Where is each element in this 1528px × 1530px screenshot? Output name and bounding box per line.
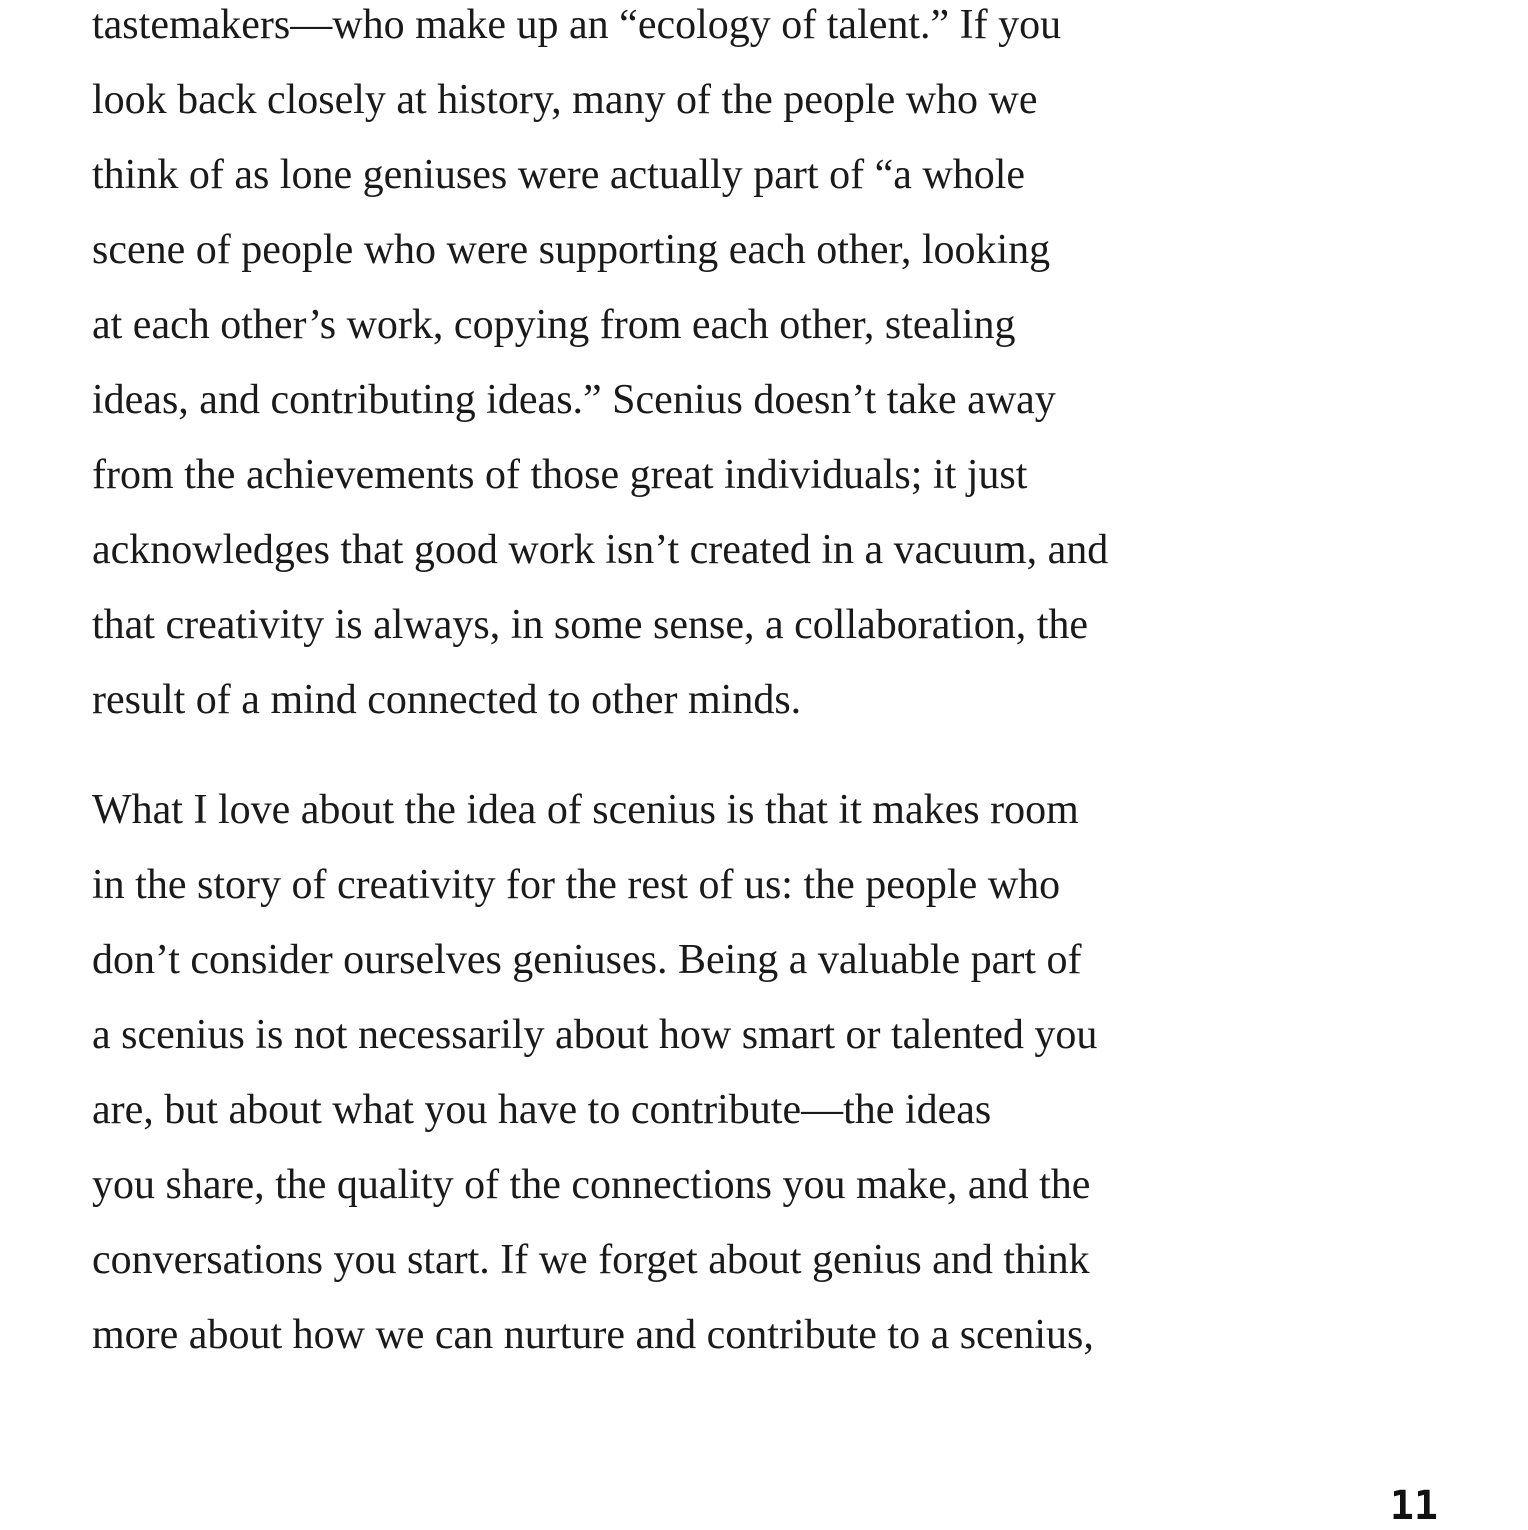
- text-line: think of as lone geniuses were actually part of “a whole: [92, 152, 1026, 198]
- text-line: at each other’s work, copying from each other, stealing: [92, 302, 1016, 348]
- text-line: are, but about what you have to contribute—the ideas: [92, 1087, 992, 1133]
- text-line: What I love about the idea of scenius is that it makes room: [92, 787, 1079, 833]
- text-line: conversations you start. If we forget about genius and think: [92, 1237, 1090, 1283]
- paragraph-2: [92, 773, 1292, 1373]
- paragraph-1: [92, 0, 1292, 738]
- text-line: scene of people who were supporting each other, looking: [92, 227, 1051, 273]
- text-line: look back closely at history, many of the people who we: [92, 77, 1038, 123]
- text-line: a scenius is not necessarily about how smart or talented you: [92, 1012, 1098, 1058]
- page-number: 11: [1389, 1483, 1438, 1529]
- text-line: that creativity is always, in some sense, a collaboration, the: [92, 602, 1089, 648]
- text-line: don’t consider ourselves geniuses. Being a valuable part of: [92, 937, 1082, 983]
- text-line: acknowledges that good work isn’t created in a vacuum, and: [92, 527, 1109, 573]
- text-line: tastemakers—who make up an “ecology of talent.” If you: [92, 2, 1062, 48]
- text-line: from the achievements of those great individuals; it just: [92, 452, 1028, 498]
- text-line: more about how we can nurture and contribute to a scenius,: [92, 1312, 1094, 1358]
- text-line: in the story of creativity for the rest of us: the people who: [92, 862, 1061, 908]
- text-line: ideas, and contributing ideas.” Scenius doesn’t take away: [92, 377, 1056, 423]
- text-line: you share, the quality of the connections you make, and the: [92, 1162, 1091, 1208]
- text-line: result of a mind connected to other minds.: [92, 677, 802, 723]
